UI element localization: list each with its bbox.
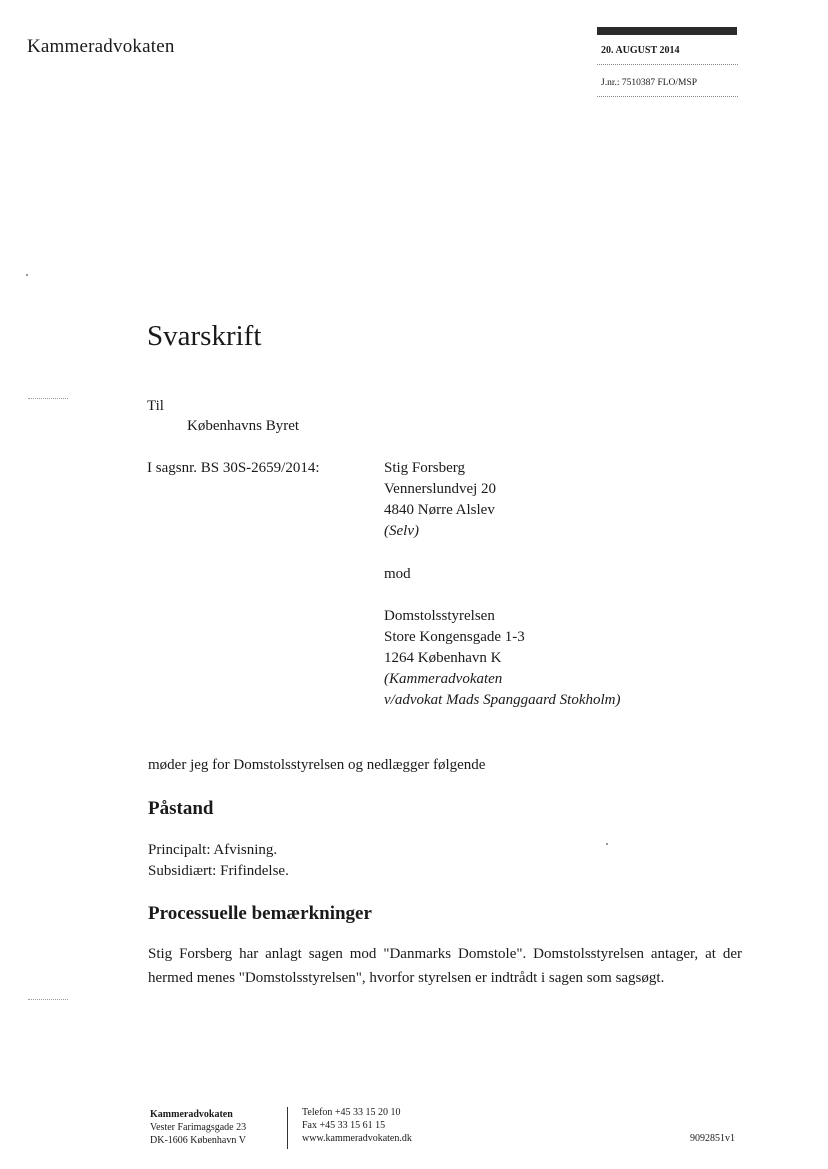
versus: mod <box>384 566 411 582</box>
footer-firm: Kammeradvokaten <box>150 1109 233 1120</box>
document-title: Svarskrift <box>147 320 262 352</box>
defendant-name: Domstolsstyrelsen <box>384 608 495 624</box>
plaintiff-role: (Selv) <box>384 523 419 539</box>
footer-city: DK-1606 København V <box>150 1135 246 1146</box>
footer-phone: Telefon +45 33 15 20 10 <box>302 1107 401 1118</box>
margin-mark <box>28 999 68 1000</box>
footer-website: www.kammeradvokaten.dk <box>302 1133 412 1144</box>
intro-text: møder jeg for Domstolsstyrelsen og nedlægger følgende <box>148 757 486 773</box>
remarks-heading: Processuelle bemærkninger <box>148 903 372 924</box>
defendant-counsel-name: v/advokat Mads Spanggaard Stokholm) <box>384 692 621 708</box>
to-label: Til <box>147 398 164 414</box>
court-name: Københavns Byret <box>187 418 300 434</box>
defendant-city: 1264 København K <box>384 650 502 666</box>
plaintiff-street: Vennerslundvej 20 <box>384 481 497 497</box>
divider <box>597 64 738 65</box>
document-id: 9092851v1 <box>690 1133 735 1144</box>
document-date: 20. AUGUST 2014 <box>601 45 680 56</box>
journal-number: J.nr.: 7510387 FLO/MSP <box>601 78 698 88</box>
defendant-street: Store Kongensgade 1-3 <box>384 629 525 645</box>
scan-speck <box>26 274 28 276</box>
footer-divider <box>287 1107 288 1149</box>
margin-mark <box>28 398 68 399</box>
remarks-paragraph: Stig Forsberg har anlagt sagen mod "Danmarks Domstole". Domstolsstyrelsen antager, at der hermed menes "Domstolsstyrelsen", hvorfor styrelsen er indtrådt i sagen som sagsøgt. <box>148 946 742 986</box>
scan-speck <box>606 843 608 845</box>
divider <box>597 96 738 97</box>
claim-heading: Påstand <box>148 798 214 819</box>
defendant-counsel: (Kammeradvokaten <box>384 671 503 687</box>
claim-subsidiary: Subsidiært: Frifindelse. <box>148 863 289 879</box>
firm-name: Kammeradvokaten <box>27 36 175 57</box>
header-bar <box>597 27 737 35</box>
case-number: I sagsnr. BS 30S-2659/2014: <box>147 460 320 476</box>
plaintiff-name: Stig Forsberg <box>384 460 465 476</box>
plaintiff-city: 4840 Nørre Alslev <box>384 502 495 518</box>
claim-principal: Principalt: Afvisning. <box>148 842 278 858</box>
footer-street: Vester Farimagsgade 23 <box>150 1122 247 1133</box>
footer-fax: Fax +45 33 15 61 15 <box>302 1120 386 1131</box>
